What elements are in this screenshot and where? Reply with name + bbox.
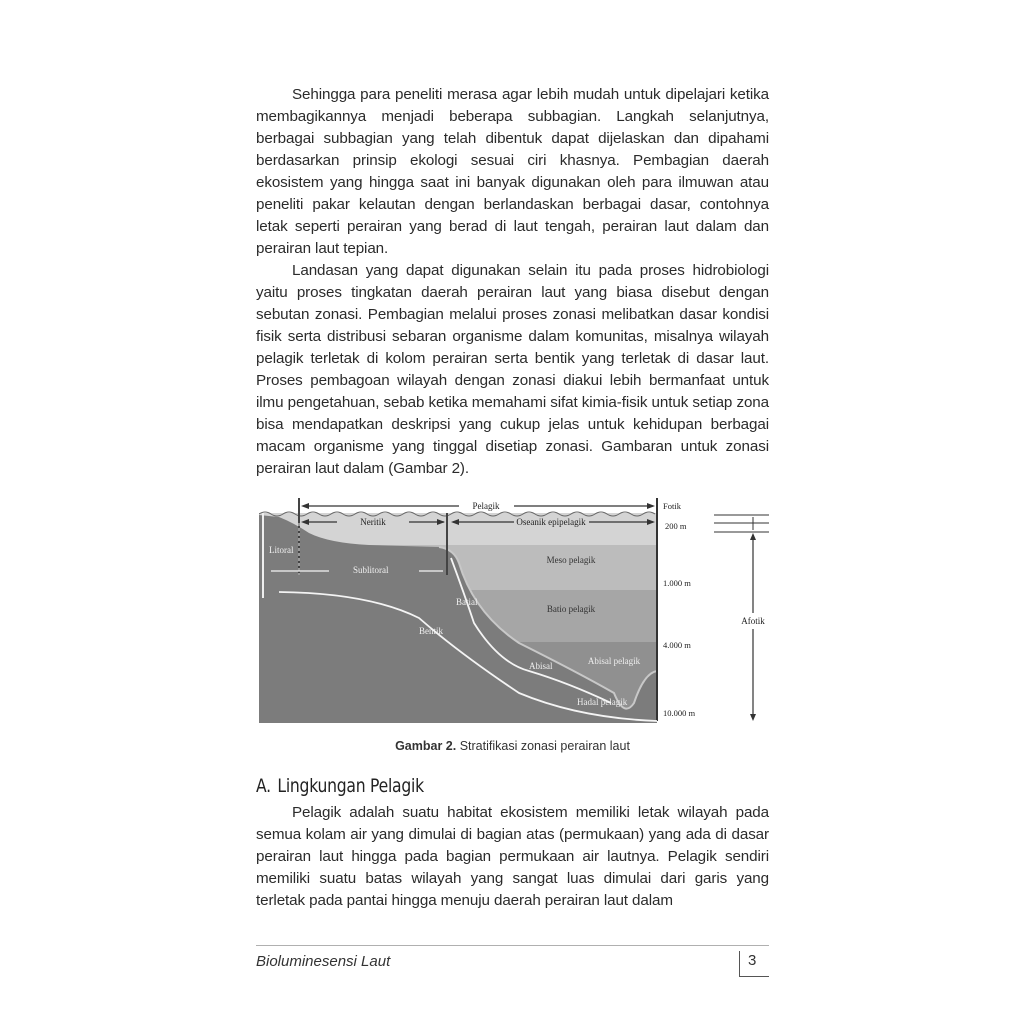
body-text — [256, 84, 769, 480]
label-pelagik: Pelagik — [472, 501, 500, 511]
label-fotik: Fotik — [663, 501, 681, 511]
caption-label: Gambar 2. — [395, 739, 457, 753]
label-sublitoral: Sublitoral — [353, 565, 389, 575]
depth-10000: 10.000 m — [663, 708, 696, 718]
zonation-figure — [259, 493, 769, 723]
paragraph-1: Sehingga para peneliti merasa agar lebih mudah untuk dipelajari ketika membagikannya menjadi beberapa subbagian. Langkah selanjutnya, berbagai subbagian yang telah dibentuk dapat dijelaskan dan dipahami berdasarkan prinsip ekologi sesuai ciri khasnya. Pembagian daerah ekosistem yang hingga saat ini banyak digunakan oleh para ilmuwan atau peneliti pakar kelautan dengan berlandaskan berbagai dasar, contohnya letak seperti perairan yang berad di laut tengah, perairan laut dalam dan perairan laut tepian. — [256, 86, 769, 257]
page-number: 3 — [748, 952, 757, 969]
section-heading — [256, 775, 424, 797]
label-afotik: Afotik — [741, 616, 765, 626]
label-bentik: Bentik — [419, 626, 443, 636]
depth-1000: 1.000 m — [663, 578, 691, 588]
label-abisal: Abisal — [529, 661, 553, 671]
label-meso-pelagik: Meso pelagik — [546, 555, 596, 565]
label-batio-pelagik: Batio pelagik — [546, 604, 596, 614]
depth-4000: 4.000 m — [663, 640, 691, 650]
section-paragraph: Pelagik adalah suatu habitat ekosistem memiliki letak wilayah pada semua kolam air yang dimulai di bagian atas (permukaan) yang ada di dasar perairan laut hingga pada bagian permukaan air lautnya. Pelagik sendiri memiliki suatu batas wilayah yang sangat luas dimulai dari garis yang terletak pada pantai hingga menuju daerah perairan laut dalam — [256, 804, 769, 909]
section-title: Lingkungan Pelagik — [277, 775, 424, 797]
zonation-diagram — [259, 493, 769, 723]
label-oseanik: Oseanik epipelagik — [516, 517, 586, 527]
footer-book-title: Bioluminesensi Laut — [256, 953, 391, 970]
label-abisal-pelagik: Abisal pelagik — [587, 656, 641, 666]
label-hadal-pelagik: Hadal pelagik — [577, 697, 628, 707]
label-neritik: Neritik — [360, 517, 386, 527]
paragraph-2: Landasan yang dapat digunakan selain itu pada proses hidrobiologi yaitu proses tingkatan daerah perairan laut yang biasa disebut dengan sebutan zonasi. Pembagian melalui proses zonasi melibatkan dasar kondisi fisik serta distribusi sebaran organisme dalam komunitas, misalnya wilayah pelagik terletak di kolom perairan serta bentik yang terletak di dasar laut. Proses pembagoan wilayah dengan zonasi diakui lebih bermanfaat untuk ilmu pengetahuan, sebab ketika memahami sifat kimia-fisik untuk setiap zona bisa mendapatkan deskripsi yang cukup jelas untuk kehidupan berbagai macam organisme yang tinggal disetiap zonasi. Gambaran untuk zonasi perairan laut dalam (Gambar 2). — [256, 262, 769, 477]
section-number: A. — [256, 775, 271, 797]
label-litoral: Litoral — [269, 545, 294, 555]
figure-caption — [256, 739, 769, 753]
label-batial: Batial — [456, 597, 478, 607]
footer-divider — [256, 945, 769, 946]
depth-200: 200 m — [665, 521, 687, 531]
section-body — [256, 802, 769, 912]
caption-text: Stratifikasi zonasi perairan laut — [456, 739, 630, 753]
